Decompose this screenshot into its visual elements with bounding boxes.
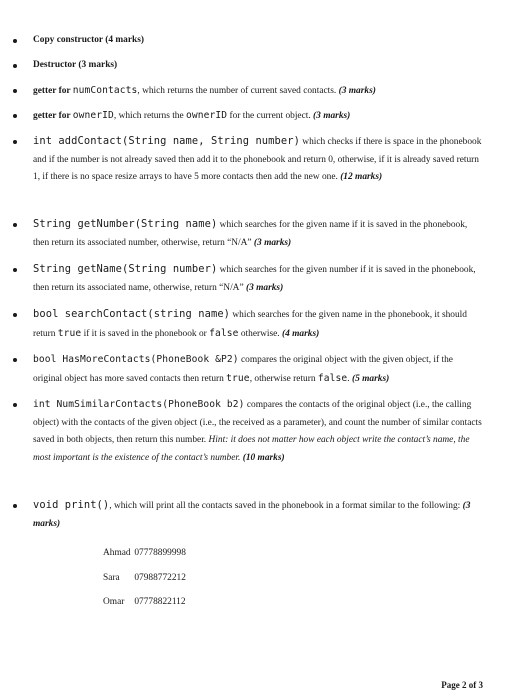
- code-span: false: [317, 372, 348, 384]
- contact-number: 07778822112: [134, 597, 186, 607]
- text-span: getter for: [33, 111, 73, 121]
- text-span: (12 marks): [340, 172, 383, 182]
- list-item: [33, 497, 483, 533]
- code-span: void print(): [33, 499, 110, 511]
- list-item: [33, 216, 483, 252]
- text-span: which searches for the given number if it is saved in the phonebook, then return its associated name, otherwise, return “N/A”: [33, 265, 476, 293]
- text-span: Copy constructor (4 marks): [33, 35, 145, 45]
- list-item: [33, 351, 483, 388]
- text-span: , which will print all the contacts saved in the phonebook in a format similar to the following:: [109, 501, 463, 511]
- text-span: , which returns the: [113, 111, 186, 121]
- text-span: if it is saved in the phonebook or: [81, 328, 210, 339]
- text-span: which searches for the given name if it is saved in the phonebook, then return its associated number, otherwise, return “N/A”: [33, 220, 468, 248]
- sample-contact-row: [103, 597, 186, 607]
- list-item: [33, 107, 483, 126]
- page-of: of: [466, 680, 479, 690]
- contact-name: Sara: [103, 573, 120, 583]
- text-span: , otherwise return: [249, 373, 318, 384]
- list-item: [33, 306, 483, 343]
- text-span: (5 marks): [351, 373, 390, 384]
- text-span: for the current object.: [227, 111, 314, 121]
- text-span: compares the contacts of the original object (i.e., the calling object) with the contacts of the given object (i.e., the received as a parameter), and count the number of similar contacts saved in both objects, then return this number.: [33, 400, 482, 445]
- text-span: Destructor (3 marks): [33, 60, 118, 70]
- text-span: getter for: [33, 86, 73, 96]
- text-span: , which returns the number of current saved contacts.: [137, 86, 339, 96]
- list-item: [33, 32, 483, 50]
- code-span: numContacts: [72, 85, 138, 96]
- code-span: false: [209, 327, 239, 339]
- code-span: true: [57, 327, 82, 339]
- contact-name: Omar: [103, 597, 125, 607]
- text-span: otherwise.: [238, 328, 282, 339]
- text-span: (3 marks): [313, 111, 351, 121]
- contact-name: Ahmad: [103, 548, 131, 558]
- page-label: Page: [441, 680, 462, 690]
- text-span: (10 marks): [242, 452, 285, 463]
- text-span: .: [347, 373, 352, 384]
- list-item: [33, 57, 483, 75]
- code-span: String getNumber(String name): [33, 218, 218, 230]
- text-span: Hint: it does not matter how each object write the contact’s name, the most important is the existence of the contact’s number.: [33, 435, 470, 463]
- code-span: ownerID: [72, 110, 114, 121]
- code-span: bool HasMoreContacts(PhoneBook &P2): [33, 354, 239, 365]
- text-span: which checks if there is space in the phonebook and if the number is not already saved then add it to the phonebook and return 0, otherwise, if it is already saved return 1, if there is no space resize arrays to have 5 more contacts then add the new one.: [33, 137, 482, 182]
- text-span: which searches for the given name in the phonebook, it should return: [33, 310, 467, 339]
- code-span: ownerID: [186, 110, 228, 121]
- contact-number: 07988772212: [134, 573, 186, 583]
- list-item: [33, 133, 483, 187]
- contact-number: 07778899998: [134, 548, 186, 558]
- list-item: [33, 396, 483, 467]
- text-span: (3 marks): [245, 282, 284, 293]
- list-item: [33, 82, 483, 101]
- sample-contact-row: [103, 573, 186, 583]
- code-span: int NumSimilarContacts(PhoneBook b2): [33, 399, 245, 410]
- text-span: (3 marks): [253, 237, 292, 248]
- text-span: (4 marks): [281, 328, 320, 339]
- sample-contact-row: [103, 548, 186, 558]
- page-total: 3: [478, 680, 483, 690]
- page-current: 2: [462, 680, 467, 690]
- page-footer: [441, 680, 483, 690]
- code-span: bool searchContact(string name): [33, 308, 231, 320]
- list-item: [33, 261, 483, 297]
- code-span: true: [226, 372, 250, 384]
- code-span: int addContact(String name, String number): [33, 135, 300, 147]
- text-span: compares the original object with the given object, if the original object has more saved contacts then return: [33, 355, 453, 384]
- code-span: String getName(String number): [33, 263, 218, 275]
- text-span: (3 marks): [33, 501, 471, 529]
- text-span: (3 marks): [338, 86, 376, 96]
